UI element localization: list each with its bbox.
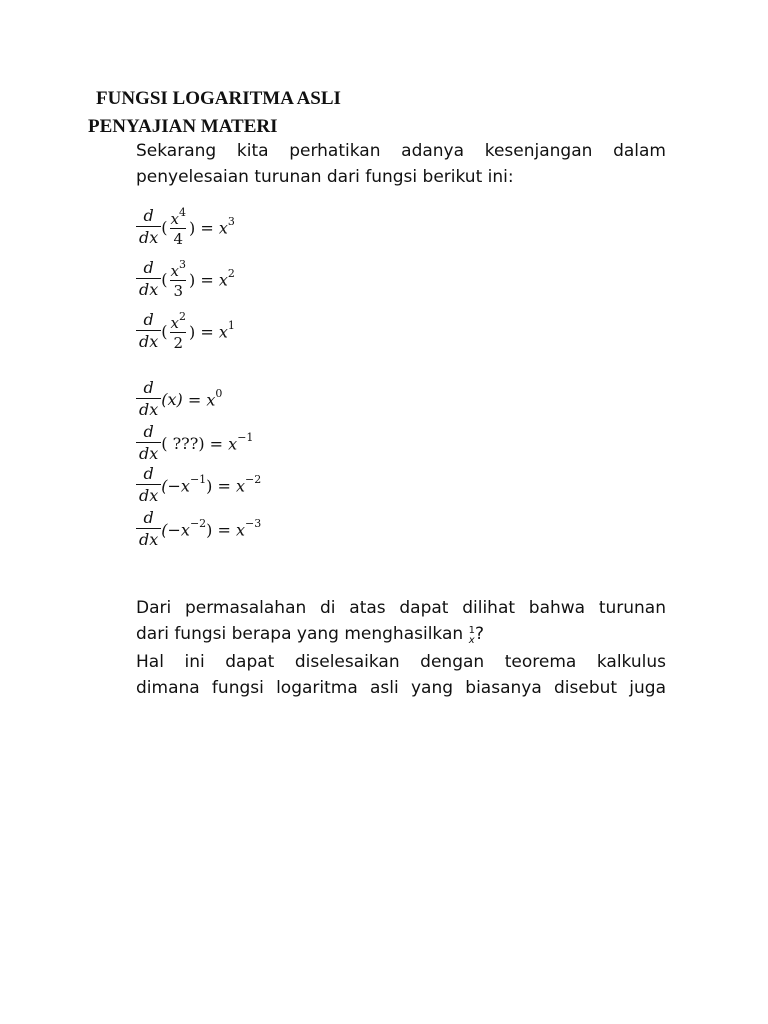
outro-line-4: dimana fungsi logaritma asli yang biasanya disebut juga <box>136 678 666 698</box>
equation-4: $\frac{d}{dx}$ (x) = $x^0$ <box>136 378 222 421</box>
equation-3: $\frac{d}{dx}$ ( $\frac{x^2}{2}$ ) = $x^1$ <box>136 310 235 353</box>
derivative-operator: $\frac{d}{dx}$ <box>136 206 161 249</box>
equation-7: $\frac{d}{dx}$ $(-x^{-2})$ = $x^{-3}$ <box>136 508 261 551</box>
equation-2-fraction: $\frac{x^3}{3}$ <box>170 258 186 300</box>
equation-3-fraction: $\frac{x^2}{2}$ <box>170 310 186 352</box>
derivative-operator: $\frac{d}{dx}$ <box>136 422 161 465</box>
intro-line-1: Sekarang kita perhatikan adanya kesenjangan dalam <box>136 141 666 161</box>
derivative-operator: $\frac{d}{dx}$ <box>136 258 161 301</box>
derivative-operator: $\frac{d}{dx}$ <box>136 378 161 421</box>
outro-line-1: Dari permasalahan di atas dapat dilihat bahwa turunan <box>136 598 666 618</box>
page-title: FUNGSI LOGARITMA ASLI <box>96 88 341 109</box>
one-over-x-fraction: 1 x <box>468 625 475 646</box>
derivative-operator: $\frac{d}{dx}$ <box>136 508 161 551</box>
equation-6: $\frac{d}{dx}$ $(-x^{-1})$ = $x^{-2}$ <box>136 464 261 507</box>
intro-line-2: penyelesaian turunan dari fungsi berikut ini: <box>136 167 514 187</box>
equation-1: $\frac{d}{dx}$ ( $\frac{x^4}{4}$ ) = $x^3$ <box>136 206 235 249</box>
outro-line-3: Hal ini dapat diselesaikan dengan teorema kalkulus <box>136 652 666 672</box>
outro-line-2: dari fungsi berapa yang menghasilkan 1 x ? <box>136 624 484 646</box>
equation-1-fraction: $\frac{x^4}{4}$ <box>170 206 186 248</box>
derivative-operator: $\frac{d}{dx}$ <box>136 464 161 507</box>
closing-paragraph <box>136 595 666 701</box>
section-heading: PENYAJIAN MATERI <box>88 116 278 137</box>
intro-paragraph <box>136 138 666 190</box>
derivative-operator: $\frac{d}{dx}$ <box>136 310 161 353</box>
equation-5: $\frac{d}{dx}$ ( ???) = $x^{-1}$ <box>136 422 253 465</box>
equation-2: $\frac{d}{dx}$ ( $\frac{x^3}{3}$ ) = $x^2$ <box>136 258 235 301</box>
